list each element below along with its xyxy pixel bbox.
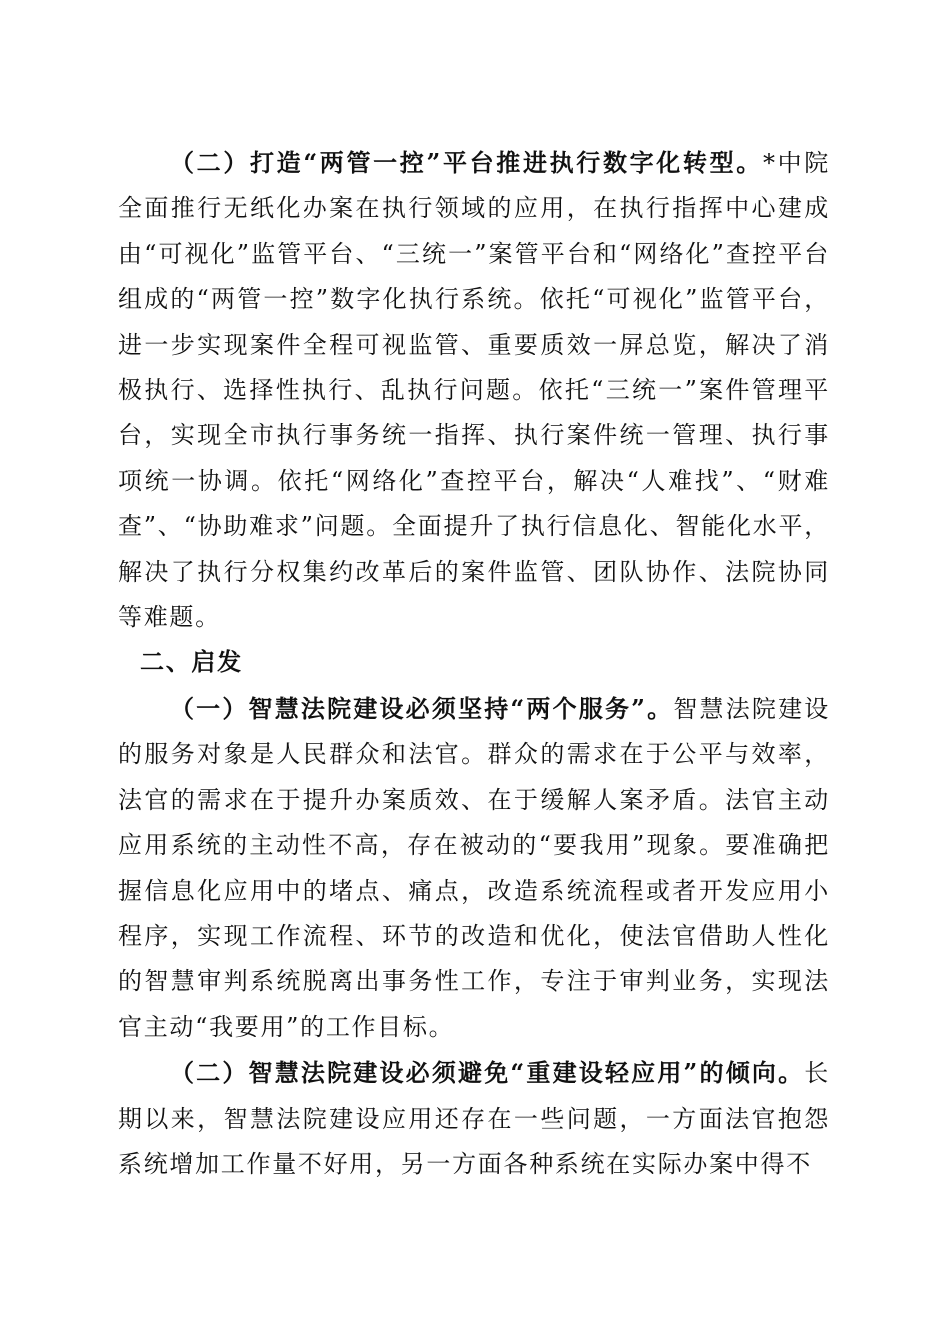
paragraph-body: 智慧法院建设的服务对象是人民群众和法官。群众的需求在于公平与效率，法官的需求在于提升办案质效、在于缓解人案矛盾。法官主动应用系统的主动性不高，存在被动的“要我用”现象。要准确把握信息化应用中的堵点、痛点，改造系统流程或者开发应用小程序，实现工作流程、环节的改造和优化，使法官借助人性化的智慧审判系统脱离出事务性工作，专注于审判业务，实现法官主动“我要用”的工作目标。: [118, 694, 830, 1041]
paragraph-body: *中院全面推行无纸化办案在执行领域的应用，在执行指挥中心建成由“可视化”监管平台、“三统一”案管平台和“网络化”查控平台组成的“两管一控”数字化执行系统。依托“可视化”监管平台，进一步实现案件全程可视监管、重要质效一屏总览，解决了消极执行、选择性执行、乱执行问题。依托“三统一”案件管理平台，实现全市执行事务统一指挥、执行案件统一管理、执行事项统一协调。依托“网络化”查控平台，解决“人难找”、“财难查”、“协助难求”问题。全面提升了执行信息化、智能化水平，解决了执行分权集约改革后的案件监管、团队协作、法院协同等难题。: [118, 149, 830, 632]
paragraph-lead: （一）智慧法院建设必须坚持“两个服务”。: [170, 693, 674, 723]
paragraph-body: 长期以来，智慧法院建设应用还存在一些问题，一方面法官抱怨系统增加工作量不好用，另一方面各种系统在实际办案中得不: [118, 1059, 830, 1178]
paragraph-lead: （二）打造“两管一控”平台推进执行数字化转型。: [170, 148, 763, 177]
paragraph-two-services: [118, 686, 830, 1050]
paragraph-lead: （二）智慧法院建设必须避免“重建设轻应用”的倾向。: [170, 1058, 805, 1088]
section-heading: 二、启发: [140, 648, 243, 677]
paragraph-avoid-construction-over-application: [118, 1050, 830, 1187]
document-body: [118, 140, 830, 1187]
paragraph-platform-transformation: [118, 140, 830, 640]
